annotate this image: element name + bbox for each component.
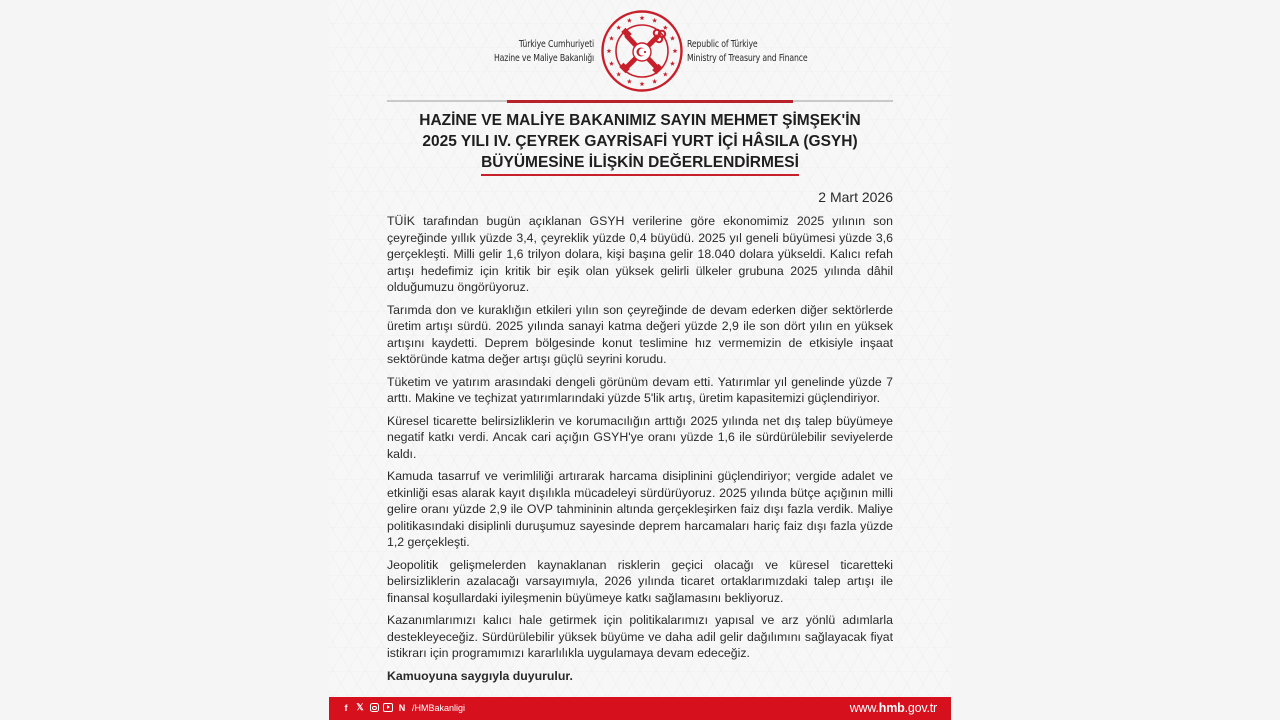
social-links (341, 702, 465, 713)
letterhead (329, 0, 951, 100)
paragraph: Kazanımlarımızı kalıcı hale getirmek için politikalarımızı yapısal ve arz yönlü adımlarla destekleyeceğiz. Sürdürülebilir yüksek büyüme ve daha adil gelir dağılımını sağlayacak fiyat istikrarı için programımızı kararlılıkla uygulamaya devam edeceğiz. (387, 613, 893, 660)
release-date: 2 Mart 2026 (818, 189, 893, 205)
seal-star (640, 81, 645, 86)
press-release-page (329, 0, 951, 720)
social-handle[interactable]: /HMBakanligi (412, 702, 466, 713)
website-domain: hmb (878, 701, 905, 715)
header-divider-accent (507, 100, 793, 103)
letterhead-tr-line1: Türkiye Cumhuriyeti (518, 39, 594, 50)
seal-star (663, 72, 668, 77)
title-line-3: BÜYÜMESİNE İLİŞKİN DEĞERLENDİRMESİ (481, 152, 799, 176)
seal-star (607, 48, 612, 53)
paragraph: Küresel ticarette belirsizliklerin ve korumacılığın arttığı 2025 yılında net dış talep büyümeye negatif katkı verdi. Ancak cari açığın GSYH'ye oranı yüzde 1,6 ile sürdürülebilir seviyelerde kaldı. (387, 413, 893, 461)
seal-star (616, 72, 621, 77)
letterhead-turkish (494, 38, 594, 66)
paragraph: TÜİK tarafından bugün açıklanan GSYH verilerine göre ekonomimiz 2025 yılının son çeyreğinde yıllık yüzde 3,4, çeyreklik yüzde 0,4 büyüdü. 2025 yıl geneli büyümesi yüzde 3,6 gerçekleşti. Milli gelir 1,6 trilyon dolara, kişi başına gelir 18.040 dolara yükseldi. Kalıcı refah artışı hedefimiz için kritik bir eşik olan yüksek gelirli ülkeler grubuna 2025 yılında dâhil olduğumuzu öngörüyoruz. (387, 214, 893, 294)
release-body (387, 213, 893, 684)
page-title (329, 110, 951, 176)
ministry-seal-icon (600, 9, 684, 93)
letterhead-en-line2: Ministry of Treasury and Finance (687, 53, 808, 64)
youtube-icon[interactable] (383, 702, 393, 713)
seal-star (616, 25, 621, 30)
letterhead-tr-line2: Hazine ve Maliye Bakanlığı (493, 53, 594, 64)
website-prefix: www. (849, 701, 879, 715)
closing-statement: Kamuoyuna saygıyla duyurulur. (387, 668, 573, 683)
letterhead-english (687, 38, 808, 66)
seal-star (627, 79, 632, 84)
letterhead-en-line1: Republic of Türkiye (687, 39, 758, 50)
seal-star (670, 36, 675, 41)
instagram-icon[interactable] (369, 702, 379, 713)
seal-star (652, 79, 657, 84)
seal-star (663, 25, 668, 30)
x-icon[interactable]: 𝕏 (356, 702, 364, 712)
seal-star (670, 61, 675, 66)
title-line-2: 2025 YILI IV. ÇEYREK GAYRİSAFİ YURT İÇİ HÂSILA (GSYH) (422, 133, 858, 150)
facebook-icon[interactable]: f (344, 702, 348, 713)
title-line-1: HAZİNE VE MALİYE BAKANIMIZ SAYIN MEHMET ŞİMŞEK'İN (419, 112, 861, 129)
paragraph: Tarımda don ve kuraklığın etkileri yılın son çeyreğinde de devam ederken diğer sektörlerde üretim artışı sürdü. 2025 yılında sanayi katma değeri yüzde 2,9 ile son dört yılın en yüksek artışını kaydetti. Deprem bölgesinde konut teslimine hız vermemizin de etkisiyle inşaat sektöründe katma değer artışı güçlü seyrini korudu. (387, 302, 893, 366)
website-suffix: .gov.tr (904, 701, 937, 715)
seal-star (627, 18, 632, 23)
footer-bar (329, 697, 951, 720)
paragraph: Jeopolitik gelişmelerden kaynaklanan risklerin geçici olacağı ve küresel ticaretteki belirsizliklerin azalacağı varsayımıyla, 2026 yılında ticaret ortaklarımızdaki talep artışı ile finansal koşullardaki iyileşmenin büyümeye katkı sağlamasını bekliyoruz. (387, 557, 893, 605)
seal-star (640, 15, 645, 20)
paragraph: Tüketim ve yatırım arasındaki dengeli görünüm devam etti. Yatırımlar yıl genelinde yüzde 7 arttı. Makine ve teçhizat yatırımlarındaki yüzde 5'lik artış, üretim kapasitemizi güçlendiriyor. (387, 374, 893, 405)
website-link[interactable] (850, 701, 937, 715)
seal-star (609, 61, 614, 66)
seal-star (673, 48, 678, 53)
nsosyal-icon[interactable]: N (398, 702, 406, 713)
paragraph: Kamuda tasarruf ve verimliliği artırarak harcama disiplinini güçlendiriyor; vergide adalet ve etkinliği esas alarak kayıt dışılıkla mücadeleyi sürdürüyoruz. 2025 yılında bütçe açığının milli gelire oranı yüzde 2,9 ile OVP tahmininin altında gerçekleşirken faiz dışı fazla verdik. Maliye politikasındaki disiplinli duruşumuz sayesinde deprem harcamaları hariç faiz dışı fazla yüzde 1,2 gerçekleşti. (387, 469, 893, 549)
seal-star (609, 36, 614, 41)
seal-star (652, 18, 657, 23)
